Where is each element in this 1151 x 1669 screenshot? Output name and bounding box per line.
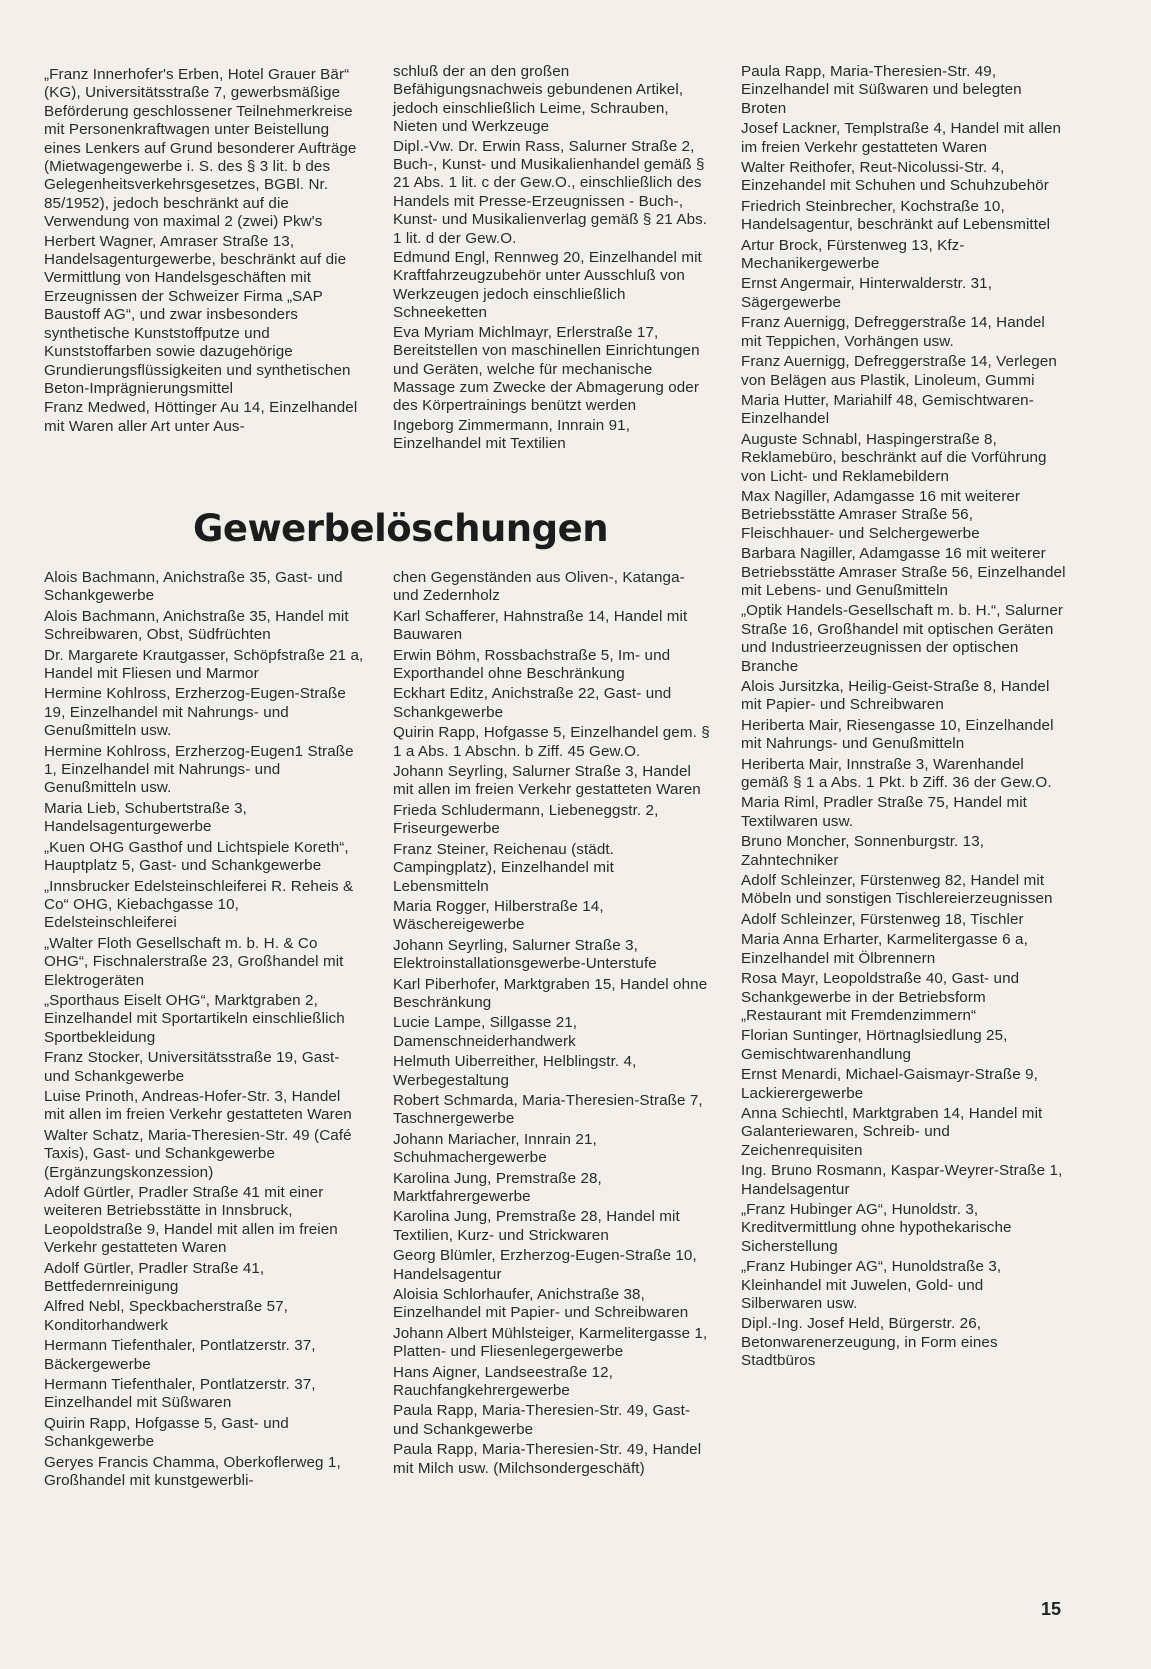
column-left-bottom bbox=[44, 569, 364, 1493]
entry: Ing. Bruno Rosmann, Kaspar-Weyrer-Straße 1, Handelsagentur bbox=[741, 1162, 1063, 1198]
entry: Ernst Angermair, Hinterwalderstr. 31, Sägergewerbe bbox=[741, 275, 993, 311]
entry: Edmund Engl, Rennweg 20, Einzelhandel mit Kraftfahrzeugzubehör unter Ausschluß von Werkzeugen jedoch einschließlich Schneeketten bbox=[393, 249, 702, 322]
entry: „Sporthaus Eiselt OHG“, Marktgraben 2, Einzelhandel mit Sportartikeln einschließlich Sportbekleidung bbox=[44, 991, 345, 1046]
entry: „Innsbrucker Edelsteinschleiferei R. Reheis & Co“ OHG, Kiebachgasse 10, Edelsteinschleiferei bbox=[44, 877, 354, 932]
entry: Georg Blümler, Erzherzog-Eugen-Straße 10, Handelsagentur bbox=[393, 1247, 697, 1283]
entry: Adolf Schleinzer, Fürstenweg 18, Tischler bbox=[741, 910, 1024, 928]
entry: „Kuen OHG Gasthof und Lichtspiele Koreth“, Hauptplatz 5, Gast- und Schankgewerbe bbox=[44, 838, 349, 875]
entry: Anna Schiechtl, Marktgraben 14, Handel mit Galanteriewaren, Schreib- und Zeichenrequisiten bbox=[741, 1104, 1043, 1159]
entry: Johann Seyrling, Salurner Straße 3, Handel mit allen im freien Verkehr gestatteten Waren bbox=[393, 763, 701, 799]
entry: Johann Albert Mühlsteiger, Karmelitergasse 1, Platten- und Fliesenlegergewerbe bbox=[393, 1324, 708, 1361]
entry: Heriberta Mair, Riesengasse 10, Einzelhandel mit Nahrungs- und Genußmitteln bbox=[741, 716, 1054, 753]
entry: schluß der an den großen Befähigungsnachweis gebundenen Artikel, jedoch einschließlich Leime, Schrauben, Nieten und Werkzeuge bbox=[393, 63, 684, 136]
entry: Eckhart Editz, Anichstraße 22, Gast- und Schankgewerbe bbox=[393, 685, 672, 721]
section-heading: Gewerbelöschungen bbox=[193, 507, 609, 550]
entry: Auguste Schnabl, Haspingerstraße 8, Reklamebüro, beschränkt auf die Vorführung von Licht- und Reklamebildern bbox=[741, 430, 1047, 485]
entry: „Walter Floth Gesellschaft m. b. H. & Co OHG“, Fischnalerstraße 23, Großhandel mit Elektrogeräten bbox=[44, 934, 344, 989]
entry: Maria Lieb, Schubertstraße 3, Handelsagenturgewerbe bbox=[44, 799, 247, 836]
entry: Hermine Kohlross, Erzherzog-Eugen-Straße 19, Einzelhandel mit Nahrungs- und Genußmitteln usw. bbox=[44, 685, 346, 740]
entry: Geryes Francis Chamma, Oberkoflerweg 1, Großhandel mit kunstgewerbli- bbox=[44, 1453, 341, 1490]
entry: Maria Riml, Pradler Straße 75, Handel mit Textilwaren usw. bbox=[741, 794, 1028, 830]
entry: Max Nagiller, Adamgasse 16 mit weiterer Betriebsstätte Amraser Straße 56, Fleischhauer- und Selchergewerbe bbox=[741, 487, 1021, 542]
entry: Walter Schatz, Maria-Theresien-Str. 49 (Café Taxis), Gast- und Schankgewerbe (Ergänzungskonzession) bbox=[44, 1126, 352, 1181]
entry: Franz Stocker, Universitätsstraße 19, Gast- und Schankgewerbe bbox=[44, 1049, 340, 1085]
entry: Alfred Nebl, Speckbacherstraße 57, Konditorhandwerk bbox=[44, 1298, 288, 1334]
entry: Maria Rogger, Hilberstraße 14, Wäschereigewerbe bbox=[393, 897, 604, 934]
column-left-top bbox=[44, 66, 364, 437]
entry: Artur Brock, Fürstenweg 13, Kfz-Mechanikergewerbe bbox=[741, 236, 965, 273]
entry: Alois Bachmann, Anichstraße 35, Handel mit Schreibwaren, Obst, Südfrüchten bbox=[44, 607, 349, 644]
entry: Helmuth Uiberreither, Helblingstr. 4, Werbegestaltung bbox=[393, 1053, 637, 1089]
entry: Paula Rapp, Maria-Theresien-Str. 49, Handel mit Milch usw. (Milchsondergeschäft) bbox=[393, 1441, 702, 1477]
entry: Adolf Schleinzer, Fürstenweg 82, Handel mit Möbeln und sonstigen Tischlereierzeugnissen bbox=[741, 872, 1053, 908]
entry: Dipl.-Vw. Dr. Erwin Rass, Salurner Straße 2, Buch-, Kunst- und Musikalienhandel gemäß § 21 Abs. 1 lit. c der Gew.O., einschließlich des Handels mit Presse-Erzeugnissen - Buch-, Kunst- und Musikalienverlag gemäß § 21 Abs. 1 lit. d der Gew.O. bbox=[393, 137, 708, 247]
entry: Rosa Mayr, Leopoldstraße 40, Gast- und Schankgewerbe in der Betriebsform „Restaurant mit Fremdenzimmern“ bbox=[741, 970, 1020, 1024]
entry: Hans Aigner, Landseestraße 12, Rauchfangkehrergewerbe bbox=[393, 1363, 613, 1400]
entry: Alois Jursitzka, Heilig-Geist-Straße 8, Handel mit Papier- und Schreibwaren bbox=[741, 678, 1050, 714]
entry: Frieda Schludermann, Liebeneggstr. 2, Friseurgewerbe bbox=[393, 801, 659, 838]
entry: Franz Steiner, Reichenau (städt. Campingplatz), Einzelhandel mit Lebensmitteln bbox=[393, 840, 615, 895]
entry: Paula Rapp, Maria-Theresien-Str. 49, Gast- und Schankgewerbe bbox=[393, 1402, 691, 1438]
entry: Robert Schmarda, Maria-Theresien-Straße 7, Taschnergewerbe bbox=[393, 1091, 703, 1128]
entry: Erwin Böhm, Rossbachstraße 5, Im- und Exporthandel ohne Beschränkung bbox=[393, 646, 671, 683]
entry: Franz Auernigg, Defreggerstraße 14, Handel mit Teppichen, Vorhängen usw. bbox=[741, 314, 1045, 350]
entry: Hermine Kohlross, Erzherzog-Eugen1 Straße 1, Einzelhandel mit Nahrungs- und Genußmitteln usw. bbox=[44, 742, 354, 797]
entry: Aloisia Schlorhaufer, Anichstraße 38, Einzelhandel mit Papier- und Schreibwaren bbox=[393, 1286, 689, 1322]
entry: Lucie Lampe, Sillgasse 21, Damenschneiderhandwerk bbox=[393, 1014, 578, 1050]
page-number: 15 bbox=[1041, 1599, 1062, 1619]
column-right bbox=[741, 63, 1066, 1373]
entry: Hermann Tiefenthaler, Pontlatzerstr. 37, Bäckergewerbe bbox=[44, 1337, 316, 1373]
entry: Dr. Margarete Krautgasser, Schöpfstraße 21 a, Handel mit Fliesen und Marmor bbox=[44, 646, 364, 683]
entry: Herbert Wagner, Amraser Straße 13, Handelsagenturgewerbe, beschränkt auf die Vermittlung von Handelsgeschäften mit Erzeugnissen der Schweizer Firma „SAP Baustoff AG“, und zwar insbesonders synthetische Kunststoffputze und Kunststoffarben sowie dazugehörige Grundierungsflüssigkeiten und synthetischen Beton-Imprägnierungsmittel bbox=[44, 232, 351, 397]
entry: Adolf Gürtler, Pradler Straße 41, Bettfedernreinigung bbox=[44, 1259, 265, 1296]
entry: Karolina Jung, Premstraße 28, Handel mit Textilien, Kurz- und Strickwaren bbox=[393, 1208, 680, 1244]
entry: Karolina Jung, Premstraße 28, Marktfahrergewerbe bbox=[393, 1169, 602, 1205]
entry: Quirin Rapp, Hofgasse 5, Gast- und Schankgewerbe bbox=[44, 1414, 289, 1451]
entry: chen Gegenständen aus Oliven-, Katanga- und Zedernholz bbox=[393, 569, 685, 605]
entry: Maria Hutter, Mariahilf 48, Gemischtwaren-Einzelhandel bbox=[741, 391, 1034, 428]
entry: Johann Seyrling, Salurner Straße 3, Elektroinstallationsgewerbe-Unterstufe bbox=[393, 936, 657, 973]
entry: Maria Anna Erharter, Karmelitergasse 6 a, Einzelhandel mit Ölbrennern bbox=[741, 931, 1028, 967]
entry: Friedrich Steinbrecher, Kochstraße 10, Handelsagentur, beschränkt auf Lebensmittel bbox=[741, 197, 1051, 234]
entry: Florian Suntinger, Hörtnaglsiedlung 25, Gemischtwarenhandlung bbox=[741, 1027, 1008, 1063]
entry: Josef Lackner, Templstraße 4, Handel mit allen im freien Verkehr gestatteten Waren bbox=[741, 120, 1062, 156]
entry: Barbara Nagiller, Adamgasse 16 mit weiterer Betriebsstätte Amraser Straße 56, Einzelhandel mit Lebens- und Genußmitteln bbox=[741, 545, 1066, 599]
entry: Franz Auernigg, Defreggerstraße 14, Verlegen von Belägen aus Plastik, Linoleum, Gummi bbox=[741, 353, 1057, 389]
entry: Walter Reithofer, Reut-Nicolussi-Str. 4, Einzehandel mit Schuhen und Schuhzubehör bbox=[741, 159, 1049, 195]
entry: Bruno Moncher, Sonnenburgstr. 13, Zahntechniker bbox=[741, 833, 985, 869]
entry: Johann Mariacher, Innrain 21, Schuhmachergewerbe bbox=[393, 1130, 597, 1167]
entry: Franz Medwed, Höttinger Au 14, Einzelhandel mit Waren aller Art unter Aus- bbox=[44, 399, 358, 435]
entry: Eva Myriam Michlmayr, Erlerstraße 17, Bereitstellen von maschinellen Einrichtungen und Geräten, welche für mechanische Massage zum Zwecke der Abmagerung oder des Körpertrainings benützt werden bbox=[393, 323, 700, 415]
entry: Paula Rapp, Maria-Theresien-Str. 49, Einzelhandel mit Süßwaren und belegten Broten bbox=[741, 63, 1022, 117]
entry: Karl Piberhofer, Marktgraben 15, Handel ohne Beschränkung bbox=[393, 975, 708, 1011]
entry: Dipl.-Ing. Josef Held, Bürgerstr. 26, Betonwarenerzeugung, in Form eines Stadtbüros bbox=[741, 1315, 998, 1370]
entry: „Optik Handels-Gesellschaft m. b. H.“, Salurner Straße 16, Großhandel mit optischen Geräten und Industrieerzeugnissen der optischen Branche bbox=[741, 602, 1064, 675]
entry: „Franz Hubinger AG“, Hunoldstr. 3, Kreditvermittlung ohne hypothekarische Sicherstellung bbox=[741, 1200, 1012, 1255]
entry: Adolf Gürtler, Pradler Straße 41 mit einer weiteren Betriebsstätte in Innsbruck, Leopoldstraße 9, Handel mit allen im freien Verkehr gestatteten Waren bbox=[44, 1184, 338, 1257]
entry: Alois Bachmann, Anichstraße 35, Gast- und Schankgewerbe bbox=[44, 569, 343, 605]
entry: Ingeborg Zimmermann, Innrain 91, Einzelhandel mit Textilien bbox=[393, 416, 631, 453]
entry: Ernst Menardi, Michael-Gaismayr-Straße 9, Lackierergewerbe bbox=[741, 1066, 1038, 1102]
entry: Hermann Tiefenthaler, Pontlatzerstr. 37, Einzelhandel mit Süßwaren bbox=[44, 1376, 316, 1412]
entry: Heriberta Mair, Innstraße 3, Warenhandel gemäß § 1 a Abs. 1 Pkt. b Ziff. 36 der Gew.O. bbox=[741, 755, 1052, 792]
column-middle-bottom bbox=[393, 569, 713, 1480]
entry: Karl Schafferer, Hahnstraße 14, Handel mit Bauwaren bbox=[393, 607, 688, 644]
entry: „Franz Innerhofer's Erben, Hotel Grauer Bär“ (KG), Universitätsstraße 7, gewerbsmäßige Beförderung geschlossener Teilnehmerkreise mit Personenkraftwagen unter Beistellung eines Lenkers auf Grund besonderer Aufträge (Mietwagengewerbe i. S. des § 3 lit. b des Gelegenheitsverkehrsgesetzes, BGBl. Nr. 85/1952), jedoch beschränkt auf die Verwendung von maximal 2 (zwei) Pkw's bbox=[44, 66, 357, 231]
entry: „Franz Hubinger AG“, Hunoldstraße 3, Kleinhandel mit Juwelen, Gold- und Silberwaren usw. bbox=[741, 1258, 1002, 1312]
entry: Luise Prinoth, Andreas-Hofer-Str. 3, Handel mit allen im freien Verkehr gestatteten Waren bbox=[44, 1087, 352, 1124]
column-middle-top bbox=[393, 63, 713, 455]
entry: Quirin Rapp, Hofgasse 5, Einzelhandel gem. § 1 a Abs. 1 Abschn. b Ziff. 45 Gew.O. bbox=[393, 724, 710, 760]
